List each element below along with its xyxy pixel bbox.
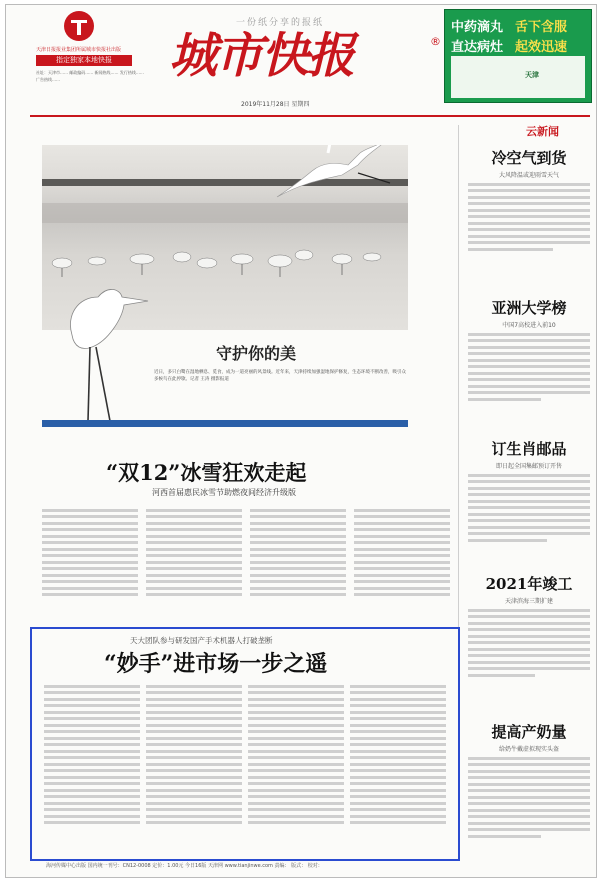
- sidebar-item-subtitle: 大风降温或迎雨雪天气: [498, 172, 559, 179]
- sidebar-item-title: 亚洲大学榜: [491, 299, 567, 317]
- sidebar-item-body: [468, 757, 590, 838]
- story2-headline[interactable]: “双12”冰雪狂欢走起: [106, 460, 307, 485]
- ad-line-2: 舌下含服: [515, 20, 568, 35]
- publisher-info: 社址：天津市…… 邮政编码…… 新闻热线…… 发行热线…… 广告热线……: [36, 70, 144, 82]
- masthead-title: 城市快报: [169, 28, 354, 84]
- sidebar-item-body: [468, 474, 590, 542]
- lead-caption-text: 近日，多只白鹭在湿地栖息、觅食，成为一道亮丽的风景线。近年来，天津持续加强湿地保护修复，生态环境不断改善，吸引众多候鸟在此停歇。记者 王涛 摄影报道: [154, 370, 406, 382]
- lead-caption-headline[interactable]: 守护你的美: [216, 344, 297, 363]
- photo-caption-bar: [42, 420, 408, 427]
- registered-mark: ®: [430, 35, 441, 48]
- sidebar-item-title: 冷空气到货: [491, 149, 567, 167]
- sidebar-item-zodiac-stamps[interactable]: [468, 438, 590, 545]
- flying-egret-icon: [272, 145, 392, 205]
- sidebar-item-subtitle: 中国7高校进入前10: [502, 322, 556, 329]
- sidebar-item-cold-air[interactable]: [468, 147, 590, 254]
- sidebar-item-title: 提高产奶量: [491, 723, 567, 741]
- sidebar-section-label: 云新闻: [526, 125, 559, 138]
- sidebar-item-2021-completion[interactable]: [468, 573, 590, 680]
- sidebar-item-body: [468, 609, 590, 677]
- ad-product-image: [451, 56, 585, 98]
- masthead-divider: [30, 115, 590, 117]
- sidebar-item-title: 订生肖邮品: [491, 440, 567, 458]
- sidebar-item-subtitle: 给奶牛戴虚拟现实头盔: [498, 746, 559, 753]
- story3-body: [44, 681, 446, 851]
- standing-egret-icon: [52, 275, 152, 425]
- highlighted-story-box[interactable]: [30, 627, 460, 861]
- sidebar-item-body: [468, 183, 590, 251]
- newspaper-logo: [64, 11, 94, 41]
- sidebar-item-subtitle: 即日起全国集邮预订开售: [495, 463, 562, 470]
- story2-body: [42, 505, 450, 613]
- ad-line-4: 起效迅速: [515, 40, 568, 55]
- publisher-badge: 指定独家本地快报: [36, 55, 132, 66]
- story3-headline[interactable]: “妙手”进市场一步之遥: [104, 651, 328, 677]
- issue-date: 2019年11月28日 星期四: [241, 101, 310, 108]
- photo-water-reflection: [42, 203, 408, 223]
- story3-kicker: 天大团队参与研发国产手术机器人打破垄断: [130, 636, 273, 645]
- page-footer: 海河传媒中心出版 国内统一刊号：CN12-0008 定价：1.00元 今日16版 天津网 www.tianjinwe.com 责编： 版式： 校对：: [46, 863, 323, 869]
- ad-line-3: 直达病灶: [451, 40, 504, 55]
- advertisement-box[interactable]: [444, 9, 592, 103]
- newspaper-page: [5, 4, 597, 878]
- masthead-tagline: 一份纸分享的报纸: [236, 18, 325, 28]
- sidebar-item-subtitle: 天津滨海三期扩建: [504, 598, 553, 605]
- sidebar-item-body: [468, 333, 590, 401]
- ad-product-name: 天津: [525, 71, 539, 79]
- sidebar-item-milk-yield[interactable]: [468, 721, 590, 841]
- story2-subhead: 河西首届惠民冰雪节助燃夜间经济升级版: [152, 488, 296, 497]
- sidebar-item-title: 2021年竣工: [485, 575, 573, 593]
- publisher-name: 天津日报报业集团所属城市快报社出版: [36, 47, 122, 53]
- sidebar-item-asia-university[interactable]: [468, 297, 590, 404]
- ad-line-1: 中药滴丸: [451, 20, 504, 35]
